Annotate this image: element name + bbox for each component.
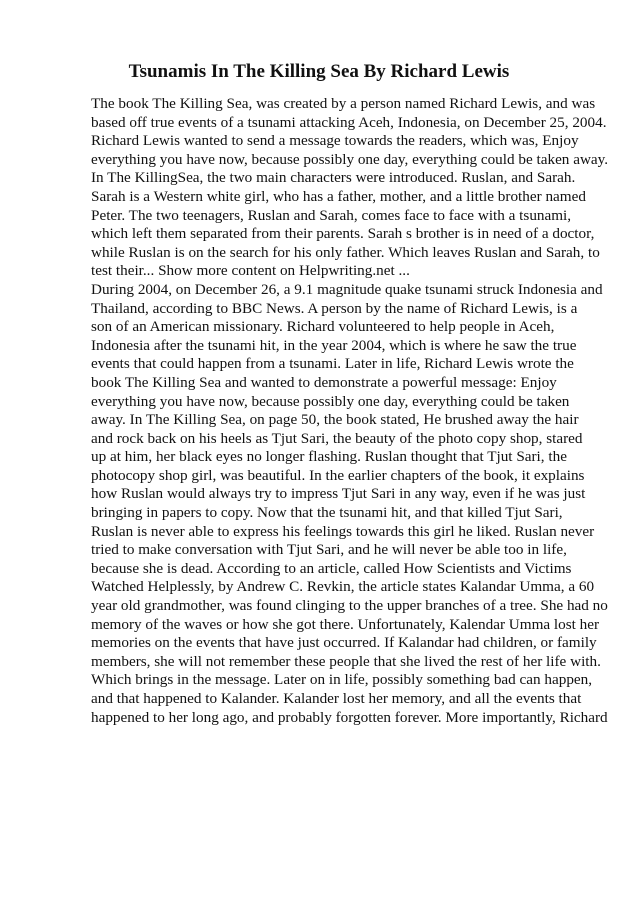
text-line: Richard Lewis wanted to send a message towards the readers, which was, Enjoy (91, 132, 579, 150)
text-line: In The KillingSea, the two main characters were introduced. Ruslan, and Sarah. (91, 169, 576, 187)
text-line: Indonesia after the tsunami hit, in the year 2004, which is where he saw the true (91, 336, 577, 354)
text-line: year old grandmother, was found clinging to the upper branches of a tree. She had no (91, 597, 608, 615)
text-line: events that could happen from a tsunami. Later in life, Richard Lewis wrote the (91, 355, 574, 373)
text-line: memory of the waves or how she got there. Unfortunately, Kalendar Umma lost her (91, 615, 600, 633)
text-line: photocopy shop girl, was beautiful. In the earlier chapters of the book, it explains (91, 466, 585, 484)
text-line: and that happened to Kalander. Kalander lost her memory, and all the events that (91, 690, 582, 707)
text-line: everything you have now, because possibly one day, everything could be taken away. (91, 150, 609, 168)
text-line: Thailand, according to BBC News. A person by the name of Richard Lewis, is a (91, 299, 578, 317)
text-line: During 2004, on December 26, a 9.1 magnitude quake tsunami struck Indonesia and (91, 280, 603, 298)
text-line: members, she will not remember these people that she lived the rest of her life with. (91, 652, 601, 670)
text-line: memories on the events that have just occurred. If Kalandar had children, or family (91, 634, 597, 652)
text-line: test their... Show more content on Helpwriting.net ... (91, 262, 410, 280)
text-line: Ruslan is never able to express his feelings towards this girl he liked. Ruslan never (91, 522, 595, 540)
text-line: tried to make conversation with Tjut Sari, and he will never be able too in life, (91, 541, 567, 559)
text-line: away. In The Killing Sea, on page 50, the book stated, He brushed away the hair (91, 411, 579, 429)
text-line: up at him, her black eyes no longer flashing. Ruslan thought that Tjut Sari, the (91, 448, 567, 466)
text-line: Sarah is a Western white girl, who has a father, mother, and a little brother named (91, 187, 586, 205)
document-title: Tsunamis In The Killing Sea By Richard Lewis (128, 61, 510, 82)
text-line: son of an American missionary. Richard volunteered to help people in Aceh, (91, 318, 555, 336)
text-line: which left them separated from their parents. Sarah s brother is in need of a doctor, (91, 225, 595, 243)
text-line: The book The Killing Sea, was created by a person named Richard Lewis, and was (91, 95, 596, 112)
text-line: Peter. The two teenagers, Ruslan and Sarah, comes face to face with a tsunami, (91, 206, 572, 224)
document-body (91, 95, 611, 727)
text-line: based off true events of a tsunami attacking Aceh, Indonesia, on December 25, 2004. (91, 113, 607, 131)
text-line: book The Killing Sea and wanted to demonstrate a powerful message: Enjoy (91, 373, 557, 391)
text-line: Watched Helplessly, by Andrew C. Revkin, the article states Kalandar Umma, a 60 (91, 578, 595, 596)
text-line: Which brings in the message. Later on in life, possibly something bad can happen, (91, 671, 593, 689)
text-line: happened to her long ago, and probably forgotten forever. More importantly, Richard (91, 708, 608, 726)
text-line: and rock back on his heels as Tjut Sari, the beauty of the photo copy shop, stared (91, 429, 583, 447)
text-line: while Ruslan is on the search for his only father. Which leaves Ruslan and Sarah, to (91, 243, 600, 261)
text-line: because she is dead. According to an article, called How Scientists and Victims (91, 559, 572, 577)
text-line: everything you have now, because possibly one day, everything could be taken (91, 392, 570, 410)
text-line: bringing in papers to copy. Now that the tsunami hit, and that killed Tjut Sari, (91, 504, 563, 522)
text-line: how Ruslan would always try to impress Tjut Sari in any way, even if he was just (91, 485, 586, 503)
